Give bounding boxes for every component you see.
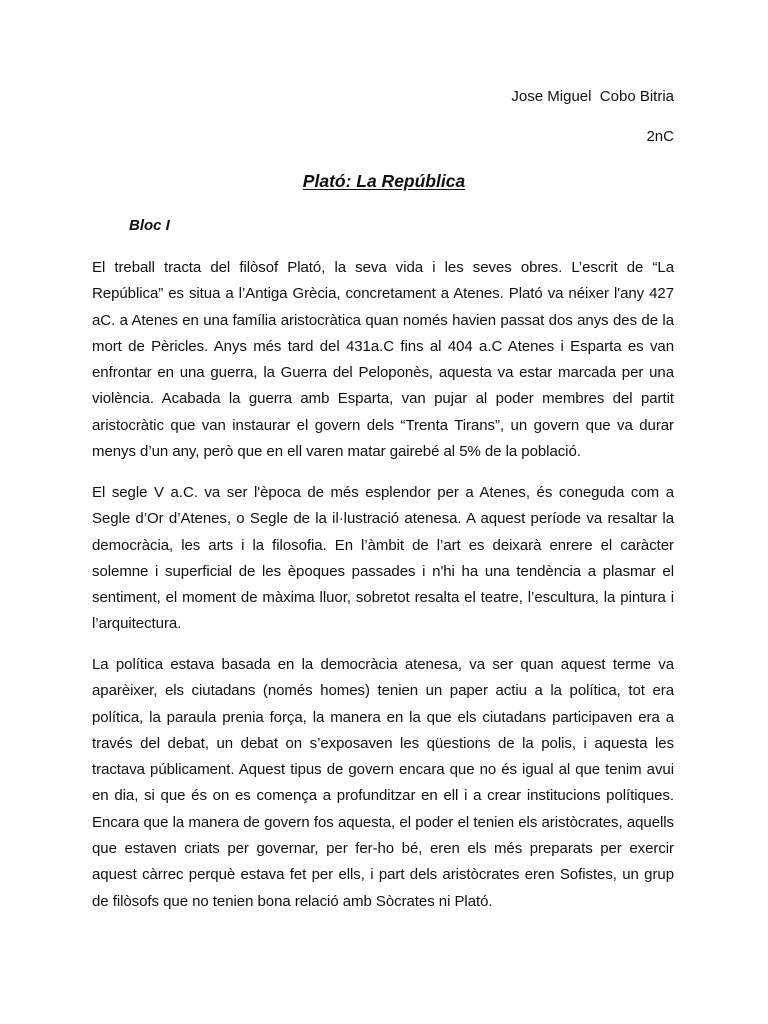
paragraph-3: La política estava basada en la democràcia atenesa, va ser quan aquest terme va aparèixer, els ciutadans (només homes) tenien un paper actiu a la política, tot era política, la paraula prenia força, la manera en la que els ciutadans participaven era a través del debat, un debat on s’exposaven les qüestions de la polis, i aquesta les tractava públicament. Aquest tipus de govern encara que no és igual al que tenim avui en dia, si que és on es comença a profunditzar en ell i a crear institucions polítiques. Encara que la manera de govern fos aquesta, el poder el tenien els aristòcrates, aquells que estaven criats per governar, per fer-ho bé, eren els més preparats per exercir aquest càrrec perquè estava fet per ells, i part dels aristòcrates eren Sofistes, un grup de filòsofs que no tenien bona relació amb Sòcrates ni Plató. (92, 656, 674, 910)
section-heading: Bloc I (129, 217, 170, 234)
paragraph-block (92, 652, 674, 915)
paragraph-block (92, 480, 674, 638)
author-name: Jose Miguel Cobo Bitria (511, 88, 674, 105)
class-group: 2nC (646, 128, 674, 145)
paragraph-1: El treball tracta del filòsof Plató, la seva vida i les seves obres. L’escrit de “La República” es situa a l’Antiga Grècia, concretament a Atenes. Plató va néixer l'any 427 aC. a Atenes en una família aristocràtica quan només havien passat dos anys des de la mort de Pèricles. Anys més tard del 431a.C fins al 404 a.C Atenes i Esparta es van enfrontar en una guerra, la Guerra del Peloponès, aquesta va estar marcada per una violència. Acabada la guerra amb Esparta, van pujar al poder membres del partit aristocràtic que van instaurar el govern dels “Trenta Tirans”, un govern que va durar menys d’un any, però que en ell varen matar gairebé al 5% de la població. (92, 259, 674, 461)
document-title: Plató: La República (302, 171, 466, 191)
paragraph-block (92, 255, 674, 465)
paragraph-2: El segle V a.C. va ser l'època de més esplendor per a Atenes, és coneguda com a Segle d’Or d’Atenes, o Segle de la il·lustració atenesa. A aquest període va resaltar la democràcia, les arts i la filosofia. En l’àmbit de l’art es deixarà enrere el caràcter solemne i superficial de les èpoques passades i n'hi ha una tendència a plasmar el sentiment, el moment de màxima lluor, sobretot resalta el teatre, l’escultura, la pintura i l’arquitectura. (92, 484, 674, 633)
